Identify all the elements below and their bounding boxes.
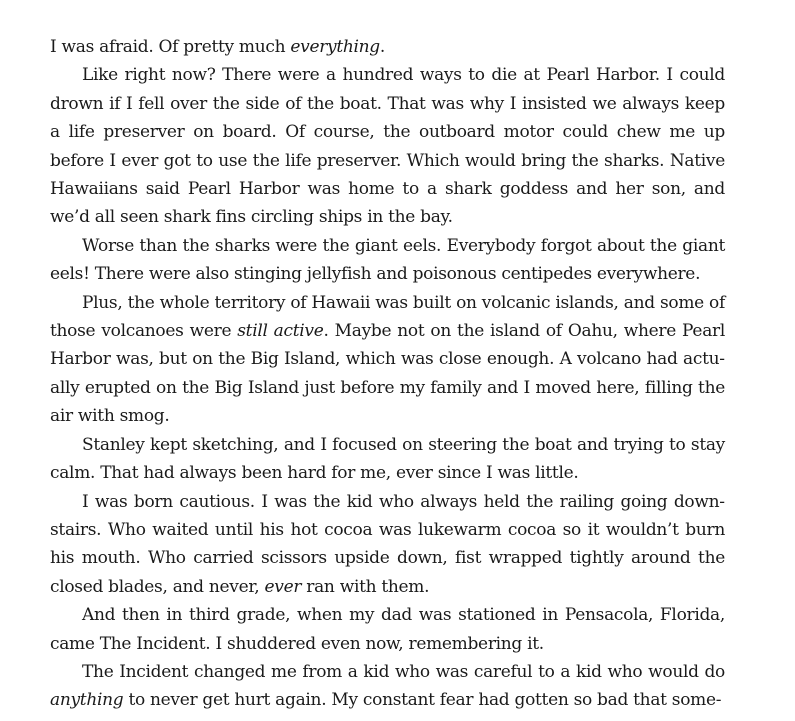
paragraph-2-text: Like right now? There were a hundred ways to die at Pearl Harbor. I could drown if I fell over the side of the boat. That was why I insisted we always keep a life preserver on board. Of course, the outboard motor could chew me up before I ever got to use the life preserver. Which would bring the sharks. Native Hawaiians said Pearl Harbor was home to a shark goddess and her son, and we’d all seen shark fins circling ships in the bay. bbox=[50, 65, 725, 228]
paragraph-1-text-1: I was afraid. Of pretty much bbox=[50, 37, 291, 57]
paragraph-2 bbox=[50, 61, 725, 231]
paragraph-3-text: Worse than the sharks were the giant eels. Everybody forgot about the giant eels! There were also stinging jellyfish and poisonous centipedes everywhere. bbox=[50, 235, 725, 285]
paragraph-5 bbox=[50, 431, 725, 488]
paragraph-1-emphasis: everything bbox=[290, 37, 380, 57]
paragraph-5-text: Stanley kept sketching, and I focused on steering the boat and trying to stay calm. That had always been hard for me, ever since I was little. bbox=[50, 434, 725, 484]
paragraph-6 bbox=[50, 488, 725, 602]
paragraph-4-emphasis: still active bbox=[237, 321, 324, 342]
paragraph-1 bbox=[50, 33, 725, 61]
paragraph-7 bbox=[50, 601, 725, 658]
paragraph-8-emphasis: anything bbox=[50, 690, 124, 711]
paragraph-3 bbox=[50, 232, 725, 289]
paragraph-8 bbox=[50, 658, 725, 715]
paragraph-4-text-1: Plus, the whole territory of Hawaii was built on volcanic islands, and some of those volcanoes were bbox=[50, 292, 725, 342]
page-body bbox=[50, 33, 725, 715]
paragraph-7-text: And then in third grade, when my dad was stationed in Pensacola, Florida, came The Incident. I shuddered even now, remembering it. bbox=[50, 605, 725, 654]
paragraph-8-text-1: The Incident changed me from a kid who was careful to a kid who would do bbox=[82, 661, 725, 682]
paragraph-6-emphasis: ever bbox=[264, 576, 302, 597]
paragraph-4-text-2: . Maybe not on the island of Oahu, where Pearl Harbor was, but on the Big Island, which was close enough. A volcano had actually erupted on the Big Island just before my family and I moved here, filling the air with smog. bbox=[50, 321, 725, 427]
paragraph-1-text-2: . bbox=[379, 37, 385, 57]
paragraph-8-text-2: to never get hurt again. My constant fear had gotten so bad that some- bbox=[123, 690, 722, 711]
paragraph-6-text-1: I was born cautious. I was the kid who always held the railing going downstairs. Who waited until his hot cocoa was lukewarm cocoa so it wouldn’t burn his mouth. Who carried scissors upside down, fist wrapped tightly around the closed blades, and never, bbox=[50, 491, 725, 597]
paragraph-6-text-2: ran with them. bbox=[301, 576, 430, 597]
paragraph-4 bbox=[50, 289, 725, 431]
